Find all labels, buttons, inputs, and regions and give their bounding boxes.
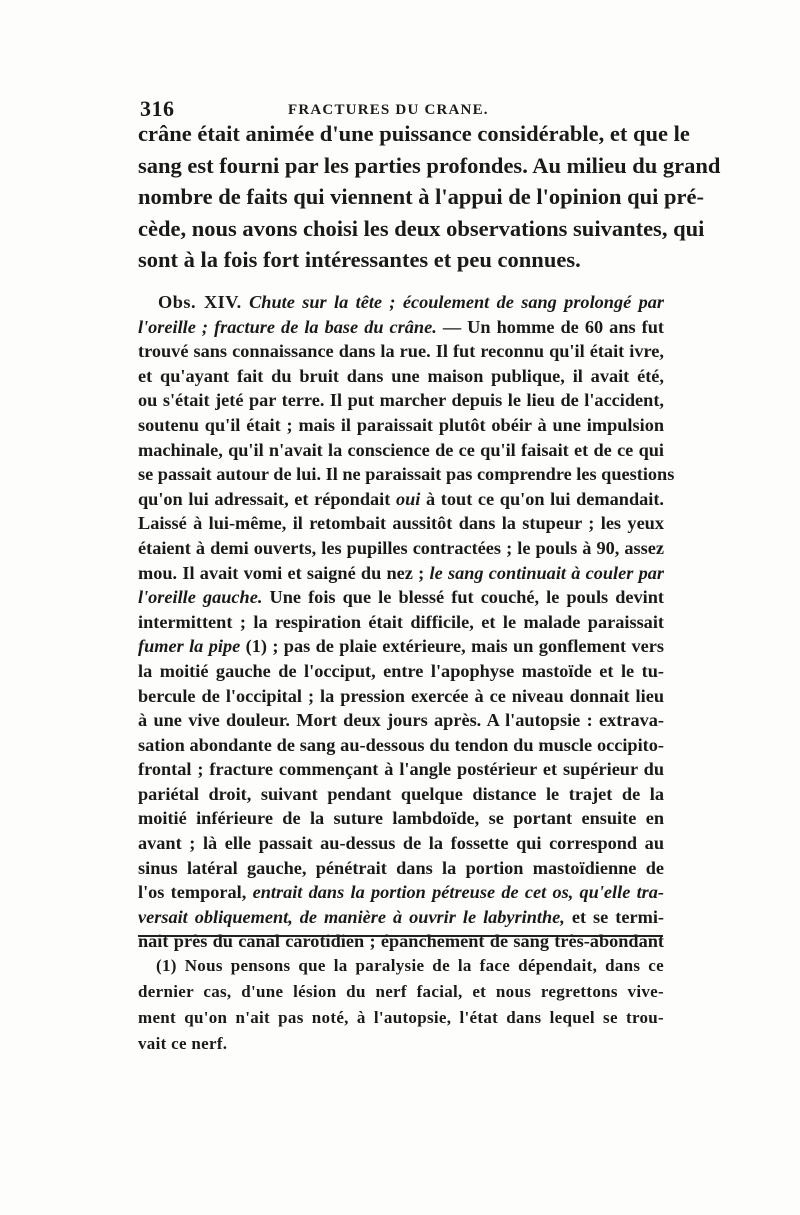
italic-phrase: le sang continuait à couler par [429,562,665,583]
observation-label: Obs. XIV. [158,292,242,312]
observation-line: bercule de l'occipital ; la pression exercée à ce niveau donnait lieu [138,685,664,706]
observation-line: se passait autour de lui. Il ne paraissait pas comprendre les questions [138,464,675,485]
observation-line [138,905,664,930]
footnote-divider [138,935,663,937]
italic-phrase: versait obliquement, de manière à ouvrir le labyrinthe, [138,906,565,927]
observation-title: Chute sur la tête ; écoulement de sang prolongé par [249,292,665,312]
observation-line: avant ; là elle passait au-dessus de la fossette qui correspond au [138,833,664,854]
italic-phrase: l'oreille gauche. [138,587,263,608]
observation-line: à une vive douleur. Mort deux jours après. A l'autopsie : extrava- [138,710,664,731]
observation-line: la moitié gauche de l'occiput, entre l'apophyse mastoïde et le tu- [138,660,664,681]
observation-line: Laissé à lui-même, il retombait aussitôt dans la stupeur ; les yeux [138,513,664,534]
observation-paragraph [138,290,675,954]
observation-text: et se termi- [564,906,664,927]
observation-line: nait près du canal carotidien ; épanchement de sang très-abondant [138,931,664,952]
observation-text: qu'on lui adressait, et répondait [138,488,391,509]
observation-line: sation abondante de sang au-dessous du tendon du muscle occipito- [138,734,664,755]
footnote [138,953,664,1057]
observation-text: à tout ce qu'on lui demandait. [420,488,665,509]
observation-line [138,561,664,586]
intro-line: crâne était animée d'une puissance considérable, et que le [138,121,690,146]
page-number: 316 [140,96,175,121]
intro-paragraph [138,118,721,276]
intro-line: sang est fourni par les parties profondes. Au milieu du grand [138,152,721,178]
observation-title-line [138,290,664,315]
observation-line [138,880,664,905]
observation-line: frontal ; fracture commençant à l'angle postérieur et supérieur du [138,759,664,780]
observation-line: trouvé sans connaissance dans la rue. Il fut reconnu qu'il était ivre, [138,341,664,362]
intro-line: sont à la fois fort intéressantes et peu connues. [138,247,581,273]
observation-line [138,487,664,512]
intro-line: nombre de faits qui viennent à l'appui de l'opinion qui pré- [138,184,704,210]
observation-line [138,315,664,340]
running-title: FRACTURES DU CRANE. [288,102,489,118]
observation-line: pariétal droit, suivant pendant quelque distance le trajet de la [138,783,664,804]
observation-line [138,634,664,659]
footnote-line: dernier cas, d'une lésion du nerf facial, et nous regrettons vive- [138,982,664,1001]
observation-line: étaient à demi ouverts, les pupilles contractées ; le pouls à 90, assez [138,537,664,558]
observation-text: (1) ; pas de plaie extérieure, mais un gonflement vers [240,636,664,657]
observation-line: ou s'était jeté par terre. Il put marcher depuis le lieu de l'accident, [138,390,664,411]
observation-line [138,585,664,610]
footnote-line: (1) Nous pensons que la paralysie de la face dépendait, dans ce [156,956,664,975]
intro-line: cède, nous avons choisi les deux observations suivantes, qui [138,215,705,241]
observation-line: sinus latéral gauche, pénétrait dans la portion mastoïdienne de [138,857,664,878]
observation-title-cont: l'oreille ; fracture de la base du crâne. [138,316,437,337]
footnote-line: vait ce nerf. [138,1034,228,1053]
italic-phrase: fumer la pipe [138,636,241,657]
observation-text: l'os temporal, [138,882,253,903]
observation-line: machinale, qu'il n'avait la conscience de ce qu'il faisait et de ce qui [138,439,664,460]
observation-line: moitié inférieure de la suture lambdoïde, se portant ensuite en [138,808,664,829]
observation-text: mou. Il avait vomi et saigné du nez ; [138,562,430,583]
italic-phrase: entrait dans la portion pétreuse de cet os, qu'elle tra- [252,882,665,903]
observation-line: et qu'ayant fait du bruit dans une maison publique, il avait été, [138,365,664,386]
italic-oui: oui [395,488,421,509]
footnote-line: ment qu'on n'ait pas noté, à l'autopsie, l'état dans lequel se trou- [138,1008,664,1027]
observation-text: Une fois que le blessé fut couché, le pouls devint [262,587,664,608]
observation-line: intermittent ; la respiration était difficile, et le malade paraissait [138,611,664,632]
observation-text: — Un homme de 60 ans fut [436,316,664,337]
observation-line: soutenu qu'il était ; mais il paraissait plutôt obéir à une impulsion [138,414,664,435]
